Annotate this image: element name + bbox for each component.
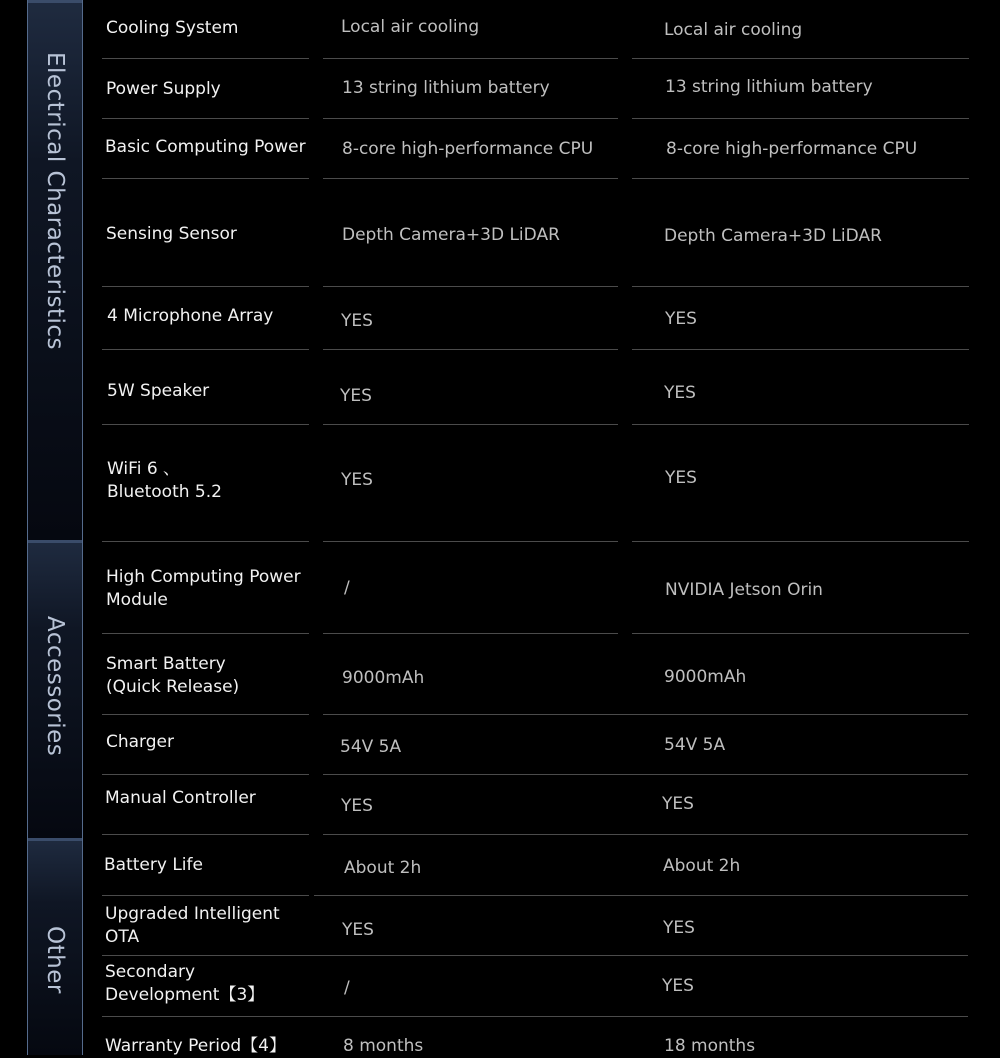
row-divider: [323, 424, 618, 425]
row-divider: [323, 633, 618, 634]
row-divider: [323, 286, 618, 287]
section-divider: [28, 540, 82, 543]
row-label-basic-computing-power: Basic Computing Power: [105, 137, 306, 157]
row-value-model-2: Local air cooling: [664, 20, 803, 40]
section-divider: [28, 0, 82, 3]
row-label-smart-battery: Smart Battery (Quick Release): [106, 654, 240, 697]
row-divider: [323, 178, 618, 179]
row-value-model-2: YES: [664, 383, 696, 403]
row-divider: [632, 118, 969, 119]
row-divider: [102, 178, 309, 179]
row-value-model-1: Depth Camera+3D LiDAR: [342, 225, 560, 245]
row-divider: [632, 349, 969, 350]
row-divider: [323, 349, 618, 350]
row-label-warranty-period: Warranty Period【4】: [105, 1036, 286, 1056]
row-divider: [323, 58, 618, 59]
section-title-accessories: Accessories: [42, 616, 68, 757]
row-divider: [632, 286, 969, 287]
row-value-model-1: About 2h: [344, 858, 422, 878]
row-label-battery-life: Battery Life: [104, 855, 203, 875]
row-divider: [632, 633, 969, 634]
row-divider: [323, 834, 968, 835]
row-value-model-2: 8-core high-performance CPU: [666, 139, 918, 159]
row-label-wifi-bluetooth: WiFi 6 、 Bluetooth 5.2: [107, 459, 222, 502]
row-divider: [102, 714, 309, 715]
row-label-ota: Upgraded Intelligent OTA: [105, 904, 280, 947]
section-label-electrical: [27, 0, 83, 540]
row-value-model-2: NVIDIA Jetson Orin: [665, 580, 823, 600]
row-label-manual-controller: Manual Controller: [105, 788, 256, 808]
row-value-model-1: 13 string lithium battery: [342, 78, 550, 98]
row-value-model-1: YES: [341, 470, 373, 490]
row-divider: [102, 834, 309, 835]
row-value-model-2: 9000mAh: [664, 667, 747, 687]
row-value-model-2: About 2h: [663, 856, 741, 876]
row-label-sensing-sensor: Sensing Sensor: [106, 224, 237, 244]
row-divider: [632, 424, 969, 425]
row-label-power-supply: Power Supply: [106, 79, 221, 99]
row-value-model-1: 8 months: [343, 1036, 424, 1056]
row-value-model-1: /: [344, 978, 350, 998]
row-value-model-2: YES: [665, 309, 697, 329]
row-divider: [102, 633, 309, 634]
row-divider: [102, 1016, 968, 1017]
row-divider: [102, 424, 309, 425]
section-title-other: Other: [42, 926, 68, 994]
row-value-model-1: Local air cooling: [341, 17, 480, 37]
row-value-model-2: Depth Camera+3D LiDAR: [664, 226, 882, 246]
row-divider: [632, 178, 969, 179]
row-label-microphone-array: 4 Microphone Array: [107, 306, 274, 326]
row-value-model-2: YES: [662, 794, 694, 814]
row-value-model-1: 8-core high-performance CPU: [342, 139, 594, 159]
row-divider: [102, 955, 968, 956]
row-value-model-2: 54V 5A: [664, 735, 726, 755]
row-divider: [323, 118, 618, 119]
row-value-model-1: YES: [342, 920, 374, 940]
row-divider: [314, 895, 968, 896]
row-divider: [102, 118, 309, 119]
row-value-model-1: 54V 5A: [340, 737, 402, 757]
row-value-model-1: 9000mAh: [342, 668, 425, 688]
row-label-cooling-system: Cooling System: [106, 18, 239, 38]
row-divider: [102, 774, 309, 775]
row-divider: [323, 774, 968, 775]
row-value-model-1: /: [344, 578, 350, 598]
row-value-model-1: YES: [341, 311, 373, 331]
row-value-model-1: YES: [340, 386, 372, 406]
row-divider: [102, 349, 309, 350]
row-label-high-computing-module: High Computing Power Module: [106, 567, 301, 610]
section-label-other: [27, 838, 83, 1055]
section-label-accessories: [27, 540, 83, 838]
row-divider: [102, 58, 309, 59]
row-value-model-2: YES: [662, 976, 694, 996]
row-divider: [102, 895, 309, 896]
row-divider: [323, 714, 968, 715]
row-divider: [102, 286, 309, 287]
row-value-model-2: 18 months: [664, 1036, 756, 1056]
row-label-charger: Charger: [106, 732, 174, 752]
row-value-model-2: YES: [665, 468, 697, 488]
section-title-electrical: Electrical Characteristics: [42, 52, 68, 350]
row-label-secondary-development: Secondary Development【3】: [105, 962, 265, 1005]
row-divider: [632, 541, 969, 542]
row-value-model-2: YES: [663, 918, 695, 938]
row-divider: [632, 58, 969, 59]
section-divider: [28, 838, 82, 841]
row-divider: [323, 541, 618, 542]
row-value-model-2: 13 string lithium battery: [665, 77, 873, 97]
row-divider: [102, 541, 309, 542]
row-value-model-1: YES: [341, 796, 373, 816]
row-label-speaker: 5W Speaker: [107, 381, 210, 401]
